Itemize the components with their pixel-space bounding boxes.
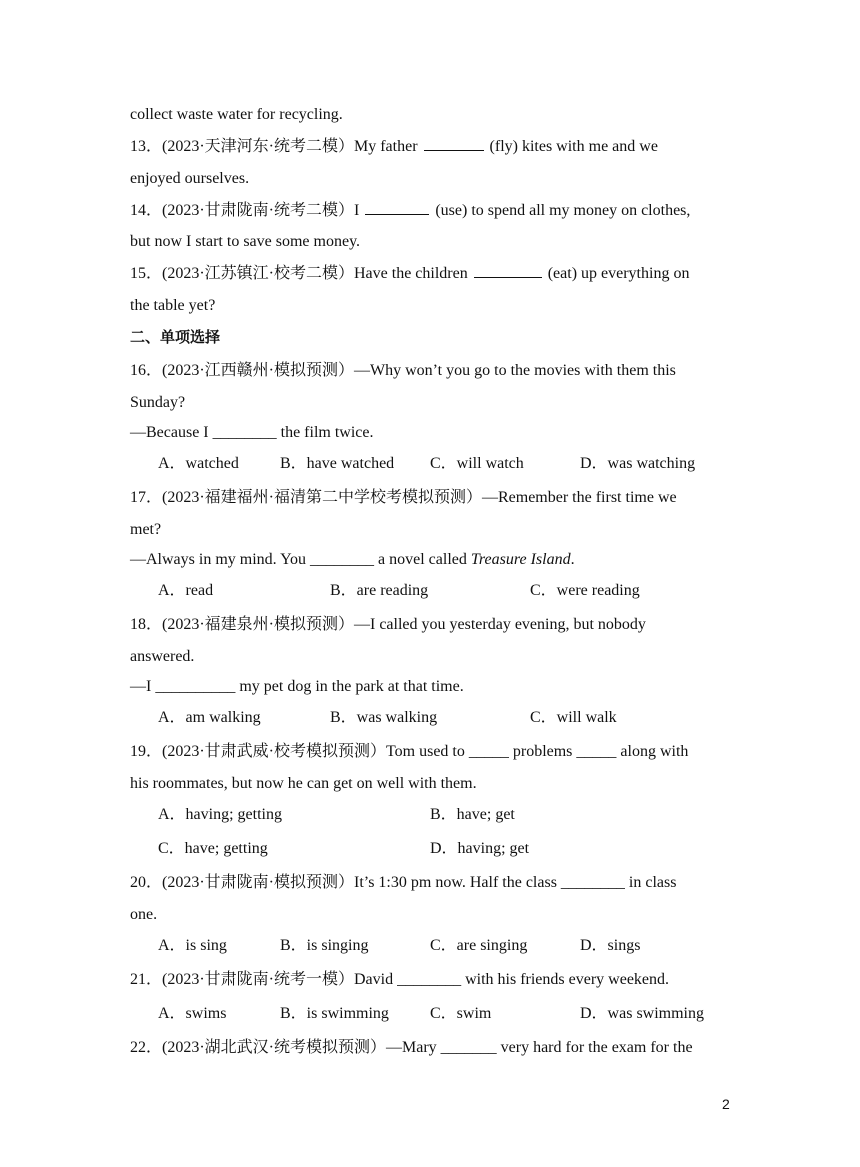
- q21-line1: 21．(2023·甘肃陇南·统考一模）David ________ with his friends every weekend.: [130, 971, 670, 988]
- q18-option-b[interactable]: B．was walking: [330, 709, 438, 726]
- q19-option-b[interactable]: B．have; get: [430, 806, 515, 823]
- q21-option-d[interactable]: D．was swimming: [580, 1005, 705, 1022]
- q20-option-b[interactable]: B．is singing: [280, 937, 369, 954]
- q14-hint: (use) to spend all my money on clothes,: [435, 202, 691, 219]
- q16-line1: 16．(2023·江西赣州·模拟预测）—Why won’t you go to the movies with them this: [130, 362, 676, 379]
- q19-option-c[interactable]: C．have; getting: [158, 840, 268, 857]
- q17-book-title: Treasure Island: [470, 551, 571, 568]
- q19-line1: 19．(2023·甘肃武威·校考模拟预测）Tom used to _____ problems _____ along with: [130, 743, 689, 760]
- q19-option-d[interactable]: D．having; get: [430, 840, 530, 857]
- q13-prefix: 13．(2023·天津河东·统考二模）My father: [130, 138, 418, 155]
- q16-line2: Sunday?: [130, 394, 186, 411]
- q21-option-b[interactable]: B．is swimming: [280, 1005, 389, 1022]
- q13-blank[interactable]: [424, 136, 484, 151]
- q17-line3: [130, 550, 575, 570]
- q17-option-b[interactable]: B．are reading: [330, 582, 429, 599]
- q19-line2: his roommates, but now he can get on well with them.: [130, 775, 477, 792]
- q16-line3: —Because I ________ the film twice.: [130, 424, 374, 441]
- q20-option-a[interactable]: A．is sing: [158, 937, 227, 954]
- q15-line2: the table yet?: [130, 297, 216, 314]
- q21-option-a[interactable]: A．swims: [158, 1005, 227, 1022]
- q15-prefix: 15．(2023·江苏镇江·校考二模）Have the children: [130, 265, 468, 282]
- q21-option-c[interactable]: C．swim: [430, 1005, 492, 1022]
- q17-line3-post: .: [570, 551, 575, 568]
- page-number: 2: [722, 1096, 730, 1112]
- section-title: 二、单项选择: [130, 328, 221, 346]
- q14-prefix: 14．(2023·甘肃陇南·统考二模）I: [130, 202, 360, 219]
- q16-option-d[interactable]: D．was watching: [580, 455, 696, 472]
- q18-line1: 18．(2023·福建泉州·模拟预测）—I called you yesterday evening, but nobody: [130, 616, 646, 633]
- q19-option-a[interactable]: A．having; getting: [158, 806, 282, 823]
- q16-option-b[interactable]: B．have watched: [280, 455, 395, 472]
- q18-option-c[interactable]: C．will walk: [530, 709, 617, 726]
- q18-option-a[interactable]: A．am walking: [158, 709, 261, 726]
- q20-line2: one.: [130, 906, 158, 923]
- q20-option-c[interactable]: C．are singing: [430, 937, 528, 954]
- q15-hint: (eat) up everything on: [547, 265, 690, 282]
- q14-blank[interactable]: [365, 200, 429, 215]
- q12-tail-text: collect waste water for recycling.: [130, 106, 343, 123]
- q22-line1: 22．(2023·湖北武汉·统考模拟预测）—Mary _______ very hard for the exam for the: [130, 1039, 693, 1056]
- question-14: [130, 200, 690, 221]
- q17-option-c[interactable]: C．were reading: [530, 582, 640, 599]
- q17-line1: 17．(2023·福建福州·福清第二中学校考模拟预测）—Remember the first time we: [130, 489, 677, 506]
- q14-line2: but now I start to save some money.: [130, 233, 361, 250]
- q15-blank[interactable]: [474, 263, 542, 278]
- q13-line2: enjoyed ourselves.: [130, 170, 250, 187]
- q17-line3-pre: —Always in my mind. You ________ a novel called: [130, 551, 471, 568]
- question-13: [130, 136, 658, 157]
- q13-hint: (fly) kites with me and we: [489, 138, 658, 155]
- q16-option-c[interactable]: C．will watch: [430, 455, 524, 472]
- q20-line1: 20．(2023·甘肃陇南·模拟预测）It’s 1:30 pm now. Half the class ________ in class: [130, 874, 677, 891]
- q20-option-d[interactable]: D．sings: [580, 937, 641, 954]
- q18-line3: —I __________ my pet dog in the park at that time.: [130, 678, 464, 695]
- q17-option-a[interactable]: A．read: [158, 582, 214, 599]
- q16-option-a[interactable]: A．watched: [158, 455, 239, 472]
- q17-line2: met?: [130, 521, 162, 538]
- q18-line2: answered.: [130, 648, 195, 665]
- question-15: [130, 263, 689, 284]
